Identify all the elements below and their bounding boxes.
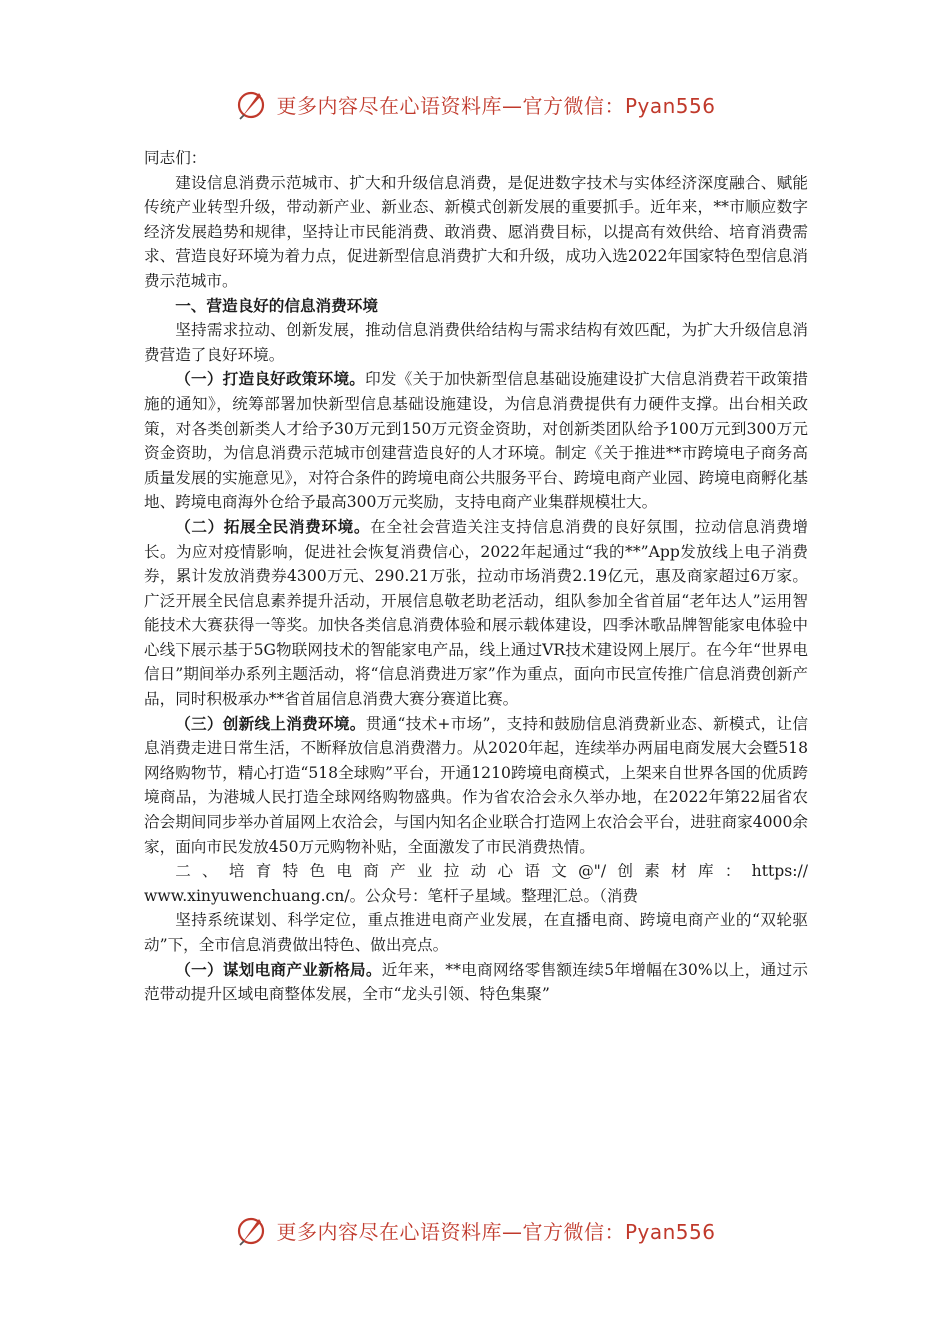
header-watermark-banner	[0, 84, 950, 124]
subheading-online: （三）创新线上消费环境。	[175, 713, 366, 733]
paragraph-text: 在全社会营造关注支持信息消费的良好氛围，拉动信息消费增长。为应对疫情影响，促进社会恢复消费信心，2022年起通过“我的**”App发放线上电子消费券，累计发放消费券4300万元、290.21万张，拉动市场消费2.19亿元，惠及商家超过6万家。广泛开展全民信息素养提升活动，开展信息敬老助老活动，组队参加全省首届“老年达人”运用智能技术大赛获得一等奖。加快各类信息消费体验和展示载体建设，四季沐歌品牌智能家电体验中心线下展示基于5G物联网技术的智能家电产品，线上通过VR技术建设网上展厅。在今年“世界电信日”期间举办系列主题活动，将“信息消费进万家”作为重点，面向市民宣传推广信息消费创新产品，同时积极承办**省首届信息消费大赛分赛道比赛。	[144, 517, 808, 709]
salutation: 同志们：	[144, 149, 207, 167]
section-2-heading-line-2: www.xinyuwenchuang.cn/。公众号：笔杆子星域。整理汇总。（消费	[144, 886, 639, 905]
section-1-paragraph-2	[144, 515, 808, 712]
paragraph-text: 印发《关于加快新型信息基础设施建设扩大信息消费若干政策措施的通知》，统筹部署加快新型信息基础设施建设，为信息消费提供有力硬件支撑。出台相关政策，对各类创新类人才给予30万元到150万元资金资助，对创新类团队给予100万元到300万元资金资助，为信息消费示范城市创建营造良好的人才环境。制定《关于推进**市跨境电子商务高质量发展的实施意见》，对符合条件的跨境电商公共服务平台、跨境电商产业园、跨境电商孵化基地、跨境电商海外仓给予最高300万元奖励，支持电商产业集群规模壮大。	[144, 370, 808, 512]
paragraph-text: 近年来，**电商网络零售额连续5年增幅在30%以上，通过示范带动提升区域电商整体发展，全市“龙头引领、特色集聚”	[144, 960, 808, 1004]
section-2-paragraph-1	[144, 958, 808, 1007]
document-body	[144, 146, 808, 1007]
quill-logo-icon	[234, 87, 268, 121]
watermark-text: 更多内容尽在心语资料库—官方微信：Pyan556	[276, 1219, 716, 1244]
subheading-ecommerce: （一）谋划电商产业新格局。	[175, 959, 382, 979]
paragraph-text: 贯通“技术+市场”，支持和鼓励信息消费新业态、新模式，让信息消费走进日常生活，不断释放信息消费潜力。从2020年起，连续举办两届电商发展大会暨518网络购物节，精心打造“518全球购”平台，开通1210跨境电商模式，上架来自世界各国的优质跨境商品，为港城人民打造全球网络购物盛典。作为省农洽会永久举办地，在2022年第22届省农洽会期间同步举办首届网上农洽会，与国内知名企业联合打造网上农洽会平台，进驻商家4000余家，面向市民发放450万元购物补贴，全面激发了市民消费热情。	[144, 714, 808, 856]
section-1-intro: 坚持需求拉动、创新发展，推动信息消费供给结构与需求结构有效匹配，为扩大升级信息消费营造了良好环境。	[144, 321, 808, 364]
section-2-heading-line-1: 二、培育特色电商产业拉动心语文@"/创素材库：https://	[175, 862, 808, 881]
section-2-intro: 坚持系统谋划、科学定位，重点推进电商产业发展，在直播电商、跨境电商产业的“双轮驱动”下，全市信息消费做出特色、做出亮点。	[144, 911, 808, 954]
section-1-paragraph-1	[144, 367, 808, 515]
intro-paragraph: 建设信息消费示范城市、扩大和升级信息消费，是促进数字技术与实体经济深度融合、赋能传统产业转型升级，带动新产业、新业态、新模式创新发展的重要抓手。近年来，**市顺应数字经济发展趋势和规律，坚持让市民能消费、敢消费、愿消费目标，以提高有效供给、培育消费需求、营造良好环境为着力点，促进新型信息消费扩大和升级，成功入选2022年国家特色型信息消费示范城市。	[144, 173, 808, 290]
subheading-policy: （一）打造良好政策环境。	[175, 369, 366, 389]
quill-logo-icon	[234, 1213, 268, 1247]
footer-watermark-banner	[0, 1210, 950, 1250]
section-1-paragraph-3	[144, 712, 808, 860]
subheading-consumption: （二）拓展全民消费环境。	[175, 516, 371, 536]
watermark-text: 更多内容尽在心语资料库—官方微信：Pyan556	[276, 93, 716, 118]
section-1-heading: 一、营造良好的信息消费环境	[175, 295, 378, 315]
